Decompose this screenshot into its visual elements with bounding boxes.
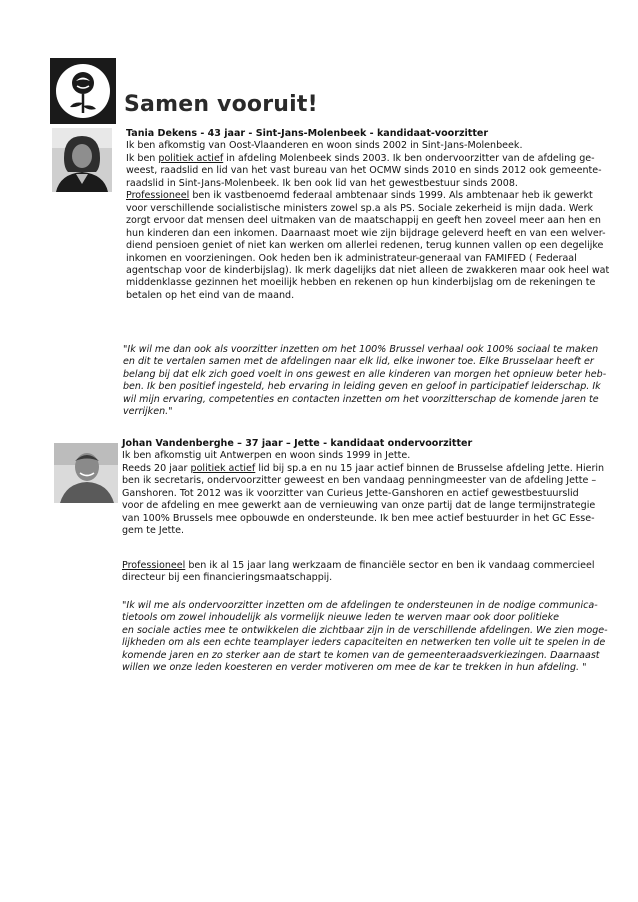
politiek-actief-underline: politiek actief — [190, 462, 256, 474]
quote-line: tietools om zowel inhoudelijk als vormelijk nieuwe leden te werven maar ook door politieke — [122, 612, 560, 624]
quote-line: verrijken." — [123, 406, 173, 418]
quote-line: lijkheden om als een echte teamplayer ieders capaciteiten en netwerken ten volle uit te spelen in de — [122, 637, 606, 649]
bio-line: agentschap voor de kinderbijslag). Ik merk dagelijks dat niet alleen de zwakkeren maar ook heel wat — [126, 264, 610, 276]
candidate-2-professional — [122, 560, 597, 585]
bio-line: Ik ben afkomstig van Oost-Vlaanderen en woon sinds 2002 in Sint-Jans-Molenbeek. — [126, 140, 523, 152]
bio-line: voor verschillende socialistische ministers zowel sp.a als PS. Sociale zekerheid is mijn dada. Werk — [126, 202, 594, 214]
bio-line: van 100% Brussels mee opbouwde en ondersteunde. Ik ben mee actief bestuurder in het GC Esse- — [122, 512, 595, 524]
bio-line: diend pensioen geniet of niet kan werken om allerlei redenen, terug kunnen vallen op een degelijke — [126, 240, 604, 252]
woman-portrait-photo — [52, 128, 112, 192]
bio-line: inkomen en voorzieningen. Ook heden ben ik administrateur-generaal van FAMIFED ( Federaal — [126, 252, 577, 264]
candidate-2-heading: Johan Vandenberghe – 37 jaar – Jette - kandidaat ondervoorzitter — [122, 438, 473, 449]
bio-line: raadslid in Sint-Jans-Molenbeek. Ik ben ook lid van het gewestbestuur sinds 2008. — [126, 177, 518, 189]
bio-line: middenklasse gezinnen het moeilijk hebben en rekenen op hun kinderbijslag om de rekeningen te — [126, 277, 596, 289]
bio-line: betalen op het eind van de maand. — [126, 289, 295, 301]
bio-line: Ganshoren. Tot 2012 was ik voorzitter van Curieus Jette-Ganshoren en actief gewestbestuurslid — [122, 487, 579, 499]
bio-line: hun kinderen dan een inkomen. Daarnaast moet wie zijn bijdrage geleverd heeft en van een welver- — [126, 227, 606, 239]
politiek-actief-underline: politiek actief — [158, 152, 224, 164]
candidate-2-bio — [122, 438, 605, 538]
bio-text: Ik ben — [126, 152, 159, 164]
man-portrait-photo — [54, 443, 118, 503]
quote-line: en dit te vertalen samen met de afdelingen naar elk lid, elke inwoner toe. Elke Brusselaar heeft er — [123, 356, 594, 368]
bio-line: voor de afdeling en mee gewerkt aan de vernieuwing van onze partij dat de lange termijnstrategie — [122, 500, 596, 512]
bio-line: directeur bij een financieringsmaatschappij. — [122, 572, 333, 584]
bio-text: ben ik vastbenoemd federaal ambtenaar sinds 1999. Als ambtenaar heb ik gewerkt — [189, 190, 593, 202]
bio-text: in afdeling Molenbeek sinds 2003. Ik ben ondervoorzitter van de afdeling ge- — [223, 152, 595, 164]
quote-line: en sociale acties mee te ontwikkelen die zichtbaar zijn in de verschillende afdelingen. We zien moge- — [122, 624, 608, 636]
bio-line — [122, 462, 605, 475]
professioneel-underline: Professioneel — [122, 560, 186, 571]
page-title: Samen vooruit! — [124, 92, 318, 117]
quote-line: "Ik wil me als ondervoorzitter inzetten om de afdelingen te ondersteunen in de nodige communica- — [122, 600, 598, 611]
bio-line: gem te Jette. — [122, 525, 185, 537]
quote-line: willen we onze leden koesteren en verder motiveren om mee de kar te trekken in hun afdeling. " — [122, 662, 587, 674]
candidate-1-heading: Tania Dekens - 43 jaar - Sint-Jans-Molenbeek - kandidaat-voorzitter — [126, 128, 489, 139]
quote-line: "Ik wil me dan ook als voorzitter inzetten om het 100% Brussel verhaal ook 100% sociaal te maken — [123, 344, 599, 355]
bio-line: weest, raadslid en lid van het vast bureau van het OCMW sinds 2010 en sinds 2012 ook gemeente- — [126, 165, 602, 177]
quote-line: wil mijn ervaring, competenties en contacten inzetten om het voorzitterschap de komende jaren te — [123, 393, 599, 405]
bio-line: Ik ben afkomstig uit Antwerpen en woon sinds 1999 in Jette. — [122, 450, 411, 462]
quote-line: ben. Ik ben positief ingesteld, heb ervaring in leiding geven en geloof in participatief leiderschap. Ik — [123, 381, 601, 393]
bio-line: zorgt ervoor dat mensen deel uitmaken van de maatschappij en geeft hen zoveel meer aan hen en — [126, 215, 601, 227]
candidate-2-quote — [122, 600, 608, 675]
bio-line: ben ik secretaris, ondervoorzitter geweest en ben vandaag penningmeester van de afdeling Jette – — [122, 475, 597, 487]
quote-line: belang bij dat elk zich goed voelt in ons gewest en alle kinderen van morgen het opnieuw beter heb- — [123, 368, 607, 380]
candidate-1-bio — [126, 128, 610, 302]
bio-text: ben ik al 15 jaar lang werkzaam de financiële sector en ben ik vandaag commercieel — [185, 560, 595, 571]
bio-line — [122, 560, 597, 572]
candidate-1-quote — [123, 344, 607, 419]
bio-text: Reeds 20 jaar — [122, 462, 191, 474]
quote-line: komende jaren en zo sterker aan de start te komen van de gemeenteraadsverkiezingen. Daarnaast — [122, 649, 600, 661]
bio-line — [126, 190, 596, 202]
rose-logo-icon — [50, 58, 116, 124]
bio-line — [126, 153, 596, 165]
bio-text: lid bij sp.a en nu 15 jaar actief binnen de Brusselse afdeling Jette. Hierin — [255, 462, 605, 474]
professioneel-underline: Professioneel — [126, 190, 190, 202]
